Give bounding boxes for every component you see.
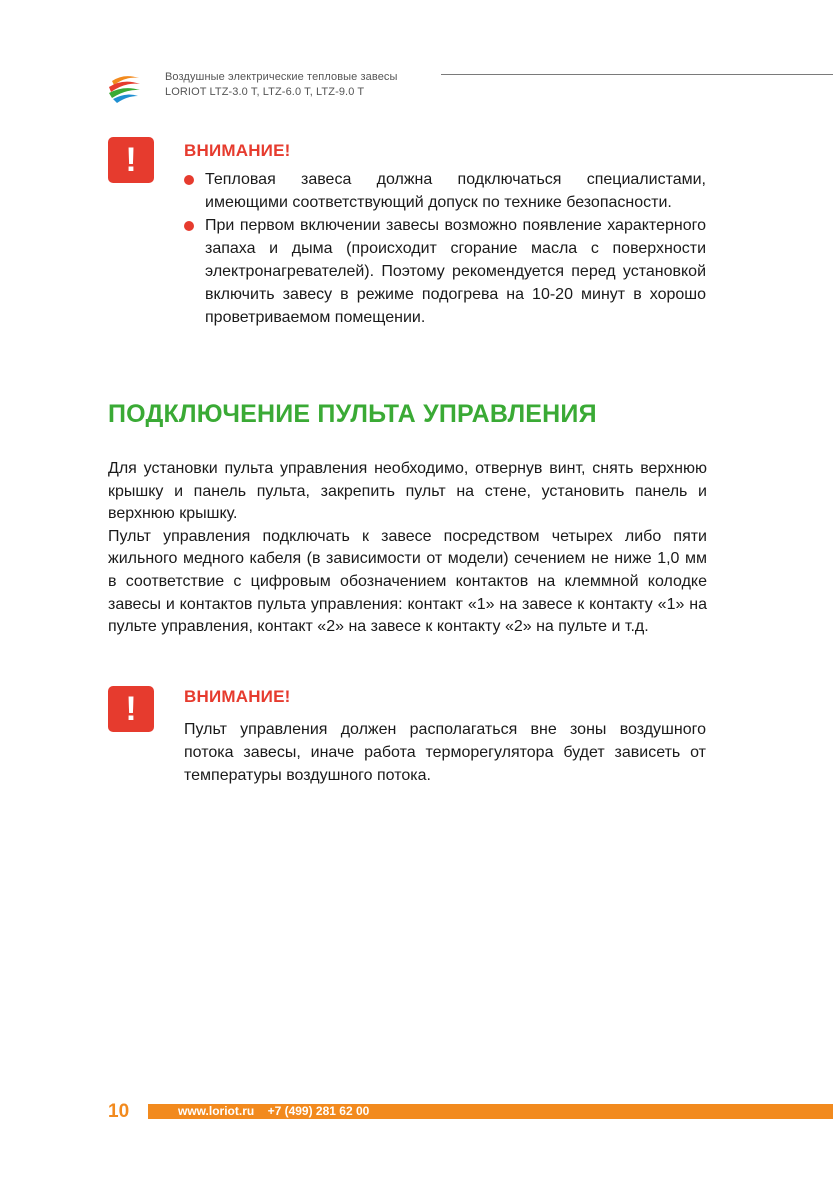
document-title-line1: Воздушные электрические тепловые завесы — [165, 71, 398, 83]
section-heading: ПОДКЛЮЧЕНИЕ ПУЛЬТА УПРАВЛЕНИЯ — [108, 400, 597, 428]
warning-bullet-item — [184, 168, 706, 214]
body-paragraph: Пульт управления подключать к завесе посредством четырех либо пяти жильного медного кабеля (в зависимости от модели) сечением не ниже 1,0 мм в соответствие с цифровым обозначением контактов на клеммной колодке завесы и контактов пульта управления: контакт «1» на завесе к контакту «1» на пульте управления, контакт «2» на завесе к контакту «2» на пульте и т.д. — [108, 527, 707, 636]
warning-bullet-text: При первом включении завесы возможно появление характерного запаха и дыма (происходит сгорание масла с поверхности электронагревателей). Поэтому рекомендуется перед установкой включить завесу в режиме подогрева на 10-20 минут в хорошо проветриваемом помещении. — [205, 217, 706, 326]
warning-icon: ! — [108, 686, 154, 732]
bullet-dot-icon — [184, 221, 194, 231]
page-header — [106, 66, 833, 106]
warning-icon: ! — [108, 137, 154, 183]
header-divider — [441, 74, 833, 75]
warning-bullet-list — [184, 168, 706, 329]
bullet-dot-icon — [184, 175, 194, 185]
document-title — [165, 70, 398, 100]
page-number: 10 — [108, 1101, 130, 1122]
warning-title: ВНИМАНИЕ! — [184, 141, 291, 160]
footer-bar — [148, 1104, 833, 1119]
footer-website-link[interactable]: www.loriot.ru — [178, 1104, 255, 1118]
warning-bullet-text: Тепловая завеса должна подключаться специалистами, имеющими соответствующий допуск по технике безопасности. — [205, 171, 706, 211]
footer-contacts — [178, 1104, 379, 1119]
footer-phone: +7 (499) 281 62 00 — [267, 1104, 370, 1118]
document-title-line2: LORIOT LTZ-3.0 T, LTZ-6.0 T, LTZ-9.0 T — [165, 86, 365, 98]
warning-title: ВНИМАНИЕ! — [184, 687, 291, 706]
section-body — [108, 458, 707, 639]
loriot-logo-icon — [106, 72, 142, 104]
warning-bullet-item — [184, 214, 706, 329]
warning-text: Пульт управления должен располагаться вне зоны воздушного потока завесы, иначе работа терморегулятора будет зависеть от температуры воздушного потока. — [184, 721, 706, 784]
body-paragraph: Для установки пульта управления необходимо, отвернув винт, снять верхнюю крышку и панель пульта, закрепить пульт на стене, установить панель и верхнюю крышку. — [108, 460, 707, 523]
